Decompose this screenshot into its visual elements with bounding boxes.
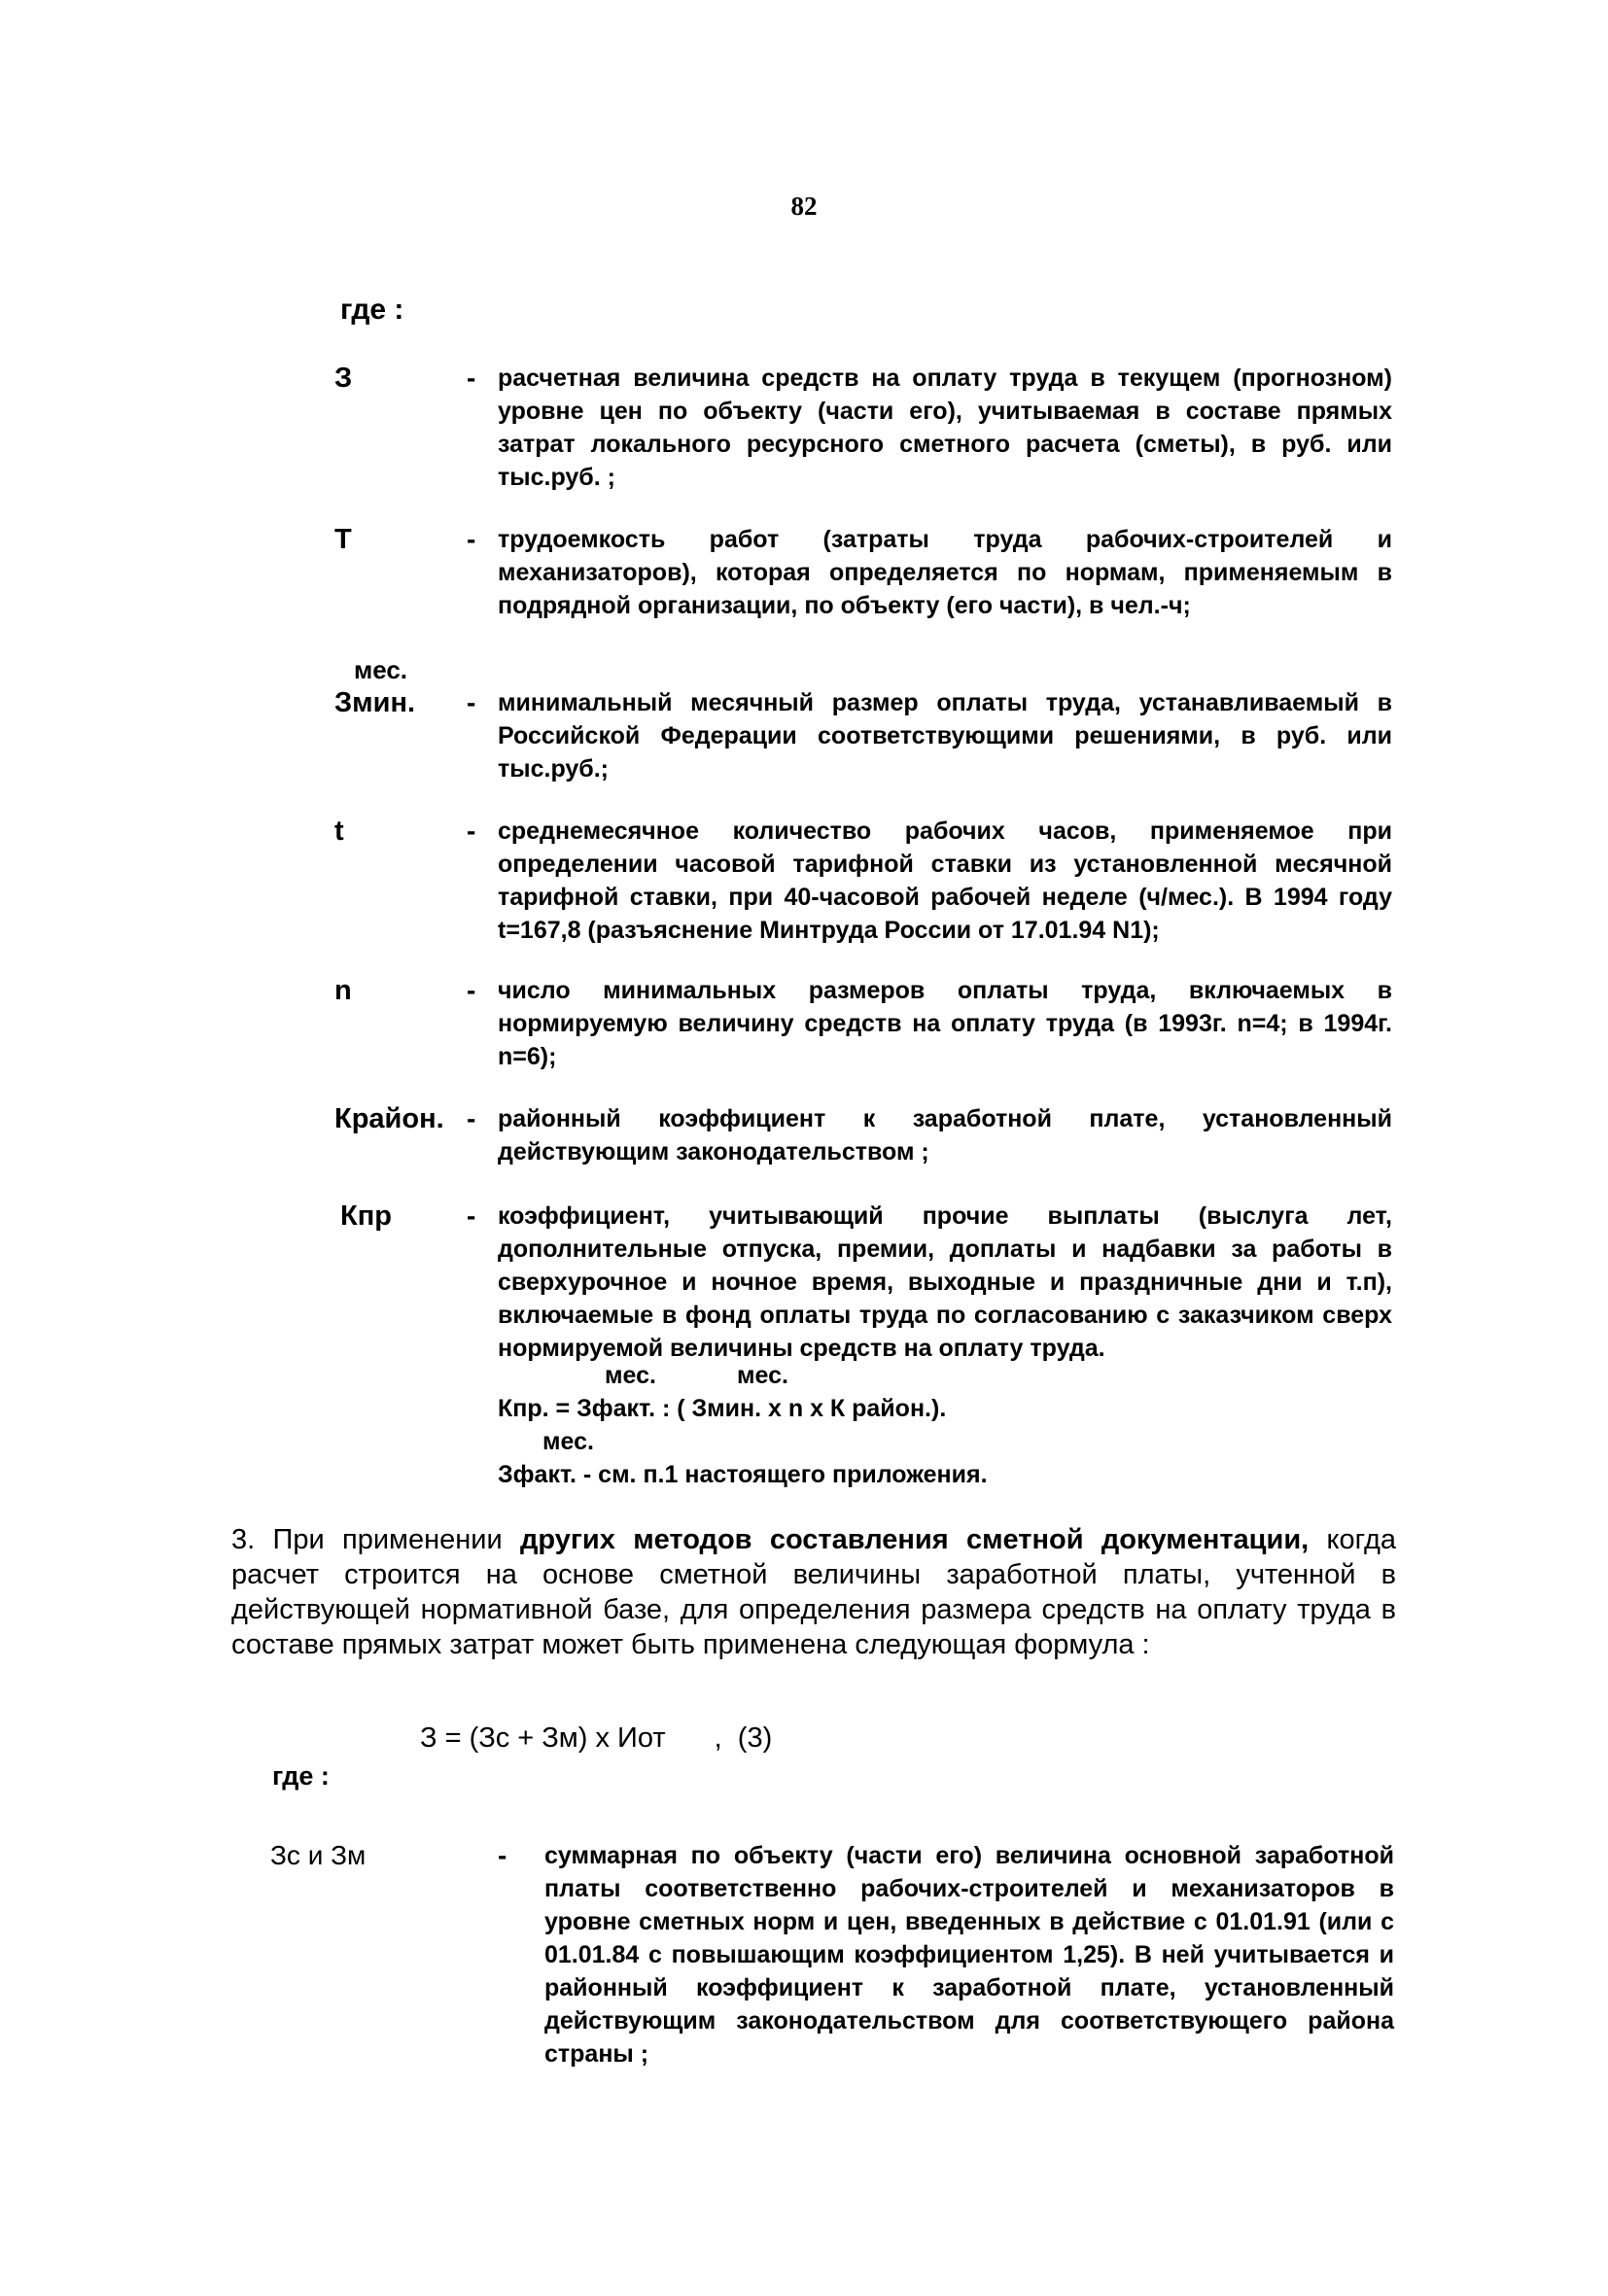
symbol-n: n xyxy=(334,975,352,1006)
paragraph-3-bold: других методов составления сметной документации, xyxy=(519,1524,1310,1555)
symbol-z: З xyxy=(334,363,353,394)
symbol-zs-zm: Зс и Зм xyxy=(270,1840,367,1870)
definition-z: расчетная величина средств на оплату труда в текущем (прогнозном) уровне цен по объекту (части его), учитываемая в составе прямых затрат локального ресурсного сметного расчета (сметы), в руб. или тыс.руб. ; xyxy=(498,365,1392,491)
definition-krayon: районный коэффициент к заработной плате, установленный действующим законодательством ; xyxy=(498,1105,1392,1165)
paragraph-3 xyxy=(231,1522,1396,1662)
dash: - xyxy=(467,1200,476,1231)
definition-n: число минимальных размеров оплаты труда, включаемых в нормируемую величину средств на оплату труда (в 1993г. n=4; в 1994г. n=6); xyxy=(498,977,1392,1070)
dash: - xyxy=(467,975,476,1005)
symbol-kpr: Кпр xyxy=(340,1200,392,1232)
definition-kpr: коэффициент, учитывающий прочие выплаты (выслуга лет, дополнительные отпуска, премии, доплаты и надбавки за работы в сверхурочное и ночное время, выходные и праздничные дни и т.п), включаемые в фонд оплаты труда по согласованию с заказчиком сверх нормируемой величины средств на оплату труда. xyxy=(498,1202,1392,1362)
symbol-t-hours: t xyxy=(334,816,344,847)
where-label-2: где : xyxy=(272,1761,330,1791)
dash: - xyxy=(467,687,476,717)
page-number: 82 xyxy=(790,191,818,221)
paragraph-3-intro: 3. При применении xyxy=(231,1524,520,1555)
formula-superscript-bottom: мес. xyxy=(542,1428,594,1455)
where-label: где : xyxy=(340,294,404,326)
dash: - xyxy=(467,524,476,554)
definition-zs-zm: суммарная по объекту (части его) величина основной заработной платы соответственно рабочих-строителей и механизаторов в уровне сметных норм и цен, введенных в действие с 01.01.91 (или с 01.01.84 с повышающим коэффициентом 1,25). В ней учитывается и районный коэффициент к заработной плате, установленный действующим законодательством для соответствующего района страны ; xyxy=(544,1842,1394,2068)
symbol-krayon: Крайон. xyxy=(334,1103,444,1134)
definition-t-labor: трудоемкость работ (затраты труда рабочих-строителей и механизаторов), которая определяется по нормам, применяемым в подрядной организации, по объекту (его части), в чел.-ч; xyxy=(498,526,1392,619)
dash: - xyxy=(467,816,476,846)
dash: - xyxy=(467,1103,476,1133)
symbol-t-labor: Т xyxy=(334,524,352,555)
definition-t-hours: среднемесячное количество рабочих часов, применяемое при определении часовой тарифной ставки из установленной месячной тарифной ставки, при 40-часовой рабочей неделе (ч/мес.). В 1994 году t=167,8 (разъяснение Минтруда России от 17.01.94 N1); xyxy=(498,818,1392,944)
symbol-zmin: Змин. xyxy=(334,687,416,718)
paragraph-3-body: когда расчет строится на основе сметной величины заработной платы, учтенной в действующей нормативной базе, для определения размера средств на оплату труда в составе прямых затрат может быть применена следующая формула : xyxy=(231,1524,1397,1660)
symbol-zmin-superscript: мес. xyxy=(354,655,408,684)
formula-superscript-left: мес. xyxy=(605,1362,656,1389)
kpr-formula: Кпр. = Зфакт. : ( Змин. х n х К район.). xyxy=(498,1395,947,1422)
formula-superscript-right: мес. xyxy=(737,1362,788,1389)
kpr-formula-note: Зфакт. - см. п.1 настоящего приложения. xyxy=(498,1461,988,1488)
dash: - xyxy=(498,1840,507,1870)
definition-zmin: минимальный месячный размер оплаты труда, устанавливаемый в Российской Федерации соответствующими решениями, в руб. или тыс.руб.; xyxy=(498,689,1392,783)
main-formula-text: З = (Зс + Зм) х Иот xyxy=(420,1722,666,1754)
main-formula xyxy=(420,1722,772,1755)
formula-number: , (3) xyxy=(714,1722,773,1754)
dash: - xyxy=(467,363,476,393)
